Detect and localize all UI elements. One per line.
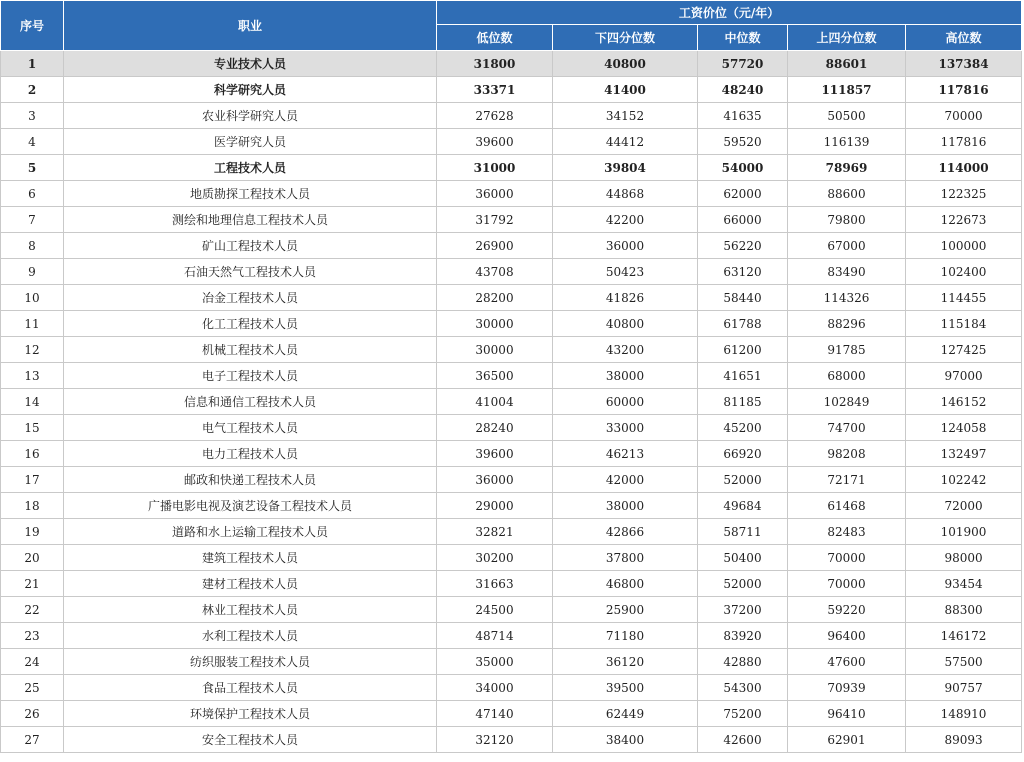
occupation-name: 工程技术人员 [64,155,437,181]
low-value: 24500 [437,597,553,623]
row-index: 1 [1,51,64,77]
low-value: 32120 [437,727,553,753]
table-row [1,77,1022,103]
table-row [1,571,1022,597]
lower-quartile-value: 44412 [553,129,698,155]
lower-quartile-value: 41826 [553,285,698,311]
lower-quartile-value: 34152 [553,103,698,129]
high-value: 102242 [906,467,1022,493]
upper-quartile-value: 47600 [788,649,906,675]
high-value: 98000 [906,545,1022,571]
table-row [1,207,1022,233]
median-value: 41635 [698,103,788,129]
upper-quartile-value: 79800 [788,207,906,233]
high-value: 114455 [906,285,1022,311]
row-index: 24 [1,649,64,675]
lower-quartile-value: 37800 [553,545,698,571]
table-row [1,181,1022,207]
occupation-name: 医学研究人员 [64,129,437,155]
lower-quartile-value: 41400 [553,77,698,103]
lower-quartile-value: 39500 [553,675,698,701]
upper-quartile-value: 50500 [788,103,906,129]
table-row [1,545,1022,571]
upper-quartile-value: 70000 [788,545,906,571]
lower-quartile-value: 40800 [553,311,698,337]
row-index: 25 [1,675,64,701]
row-index: 16 [1,441,64,467]
row-index: 26 [1,701,64,727]
upper-quartile-value: 74700 [788,415,906,441]
occupation-name: 水利工程技术人员 [64,623,437,649]
low-value: 29000 [437,493,553,519]
occupation-name: 邮政和快递工程技术人员 [64,467,437,493]
occupation-name: 化工工程技术人员 [64,311,437,337]
table-row [1,129,1022,155]
low-value: 34000 [437,675,553,701]
upper-quartile-value: 102849 [788,389,906,415]
row-index: 6 [1,181,64,207]
upper-quartile-value: 111857 [788,77,906,103]
high-value: 122673 [906,207,1022,233]
low-value: 41004 [437,389,553,415]
lower-quartile-value: 44868 [553,181,698,207]
high-value: 72000 [906,493,1022,519]
low-value: 31792 [437,207,553,233]
median-value: 83920 [698,623,788,649]
header-lower-quartile: 下四分位数 [553,25,698,51]
low-value: 27628 [437,103,553,129]
lower-quartile-value: 38000 [553,493,698,519]
median-value: 42880 [698,649,788,675]
occupation-name: 测绘和地理信息工程技术人员 [64,207,437,233]
low-value: 35000 [437,649,553,675]
upper-quartile-value: 88601 [788,51,906,77]
lower-quartile-value: 46213 [553,441,698,467]
upper-quartile-value: 70000 [788,571,906,597]
upper-quartile-value: 88600 [788,181,906,207]
table-row [1,597,1022,623]
low-value: 39600 [437,129,553,155]
row-index: 21 [1,571,64,597]
row-index: 18 [1,493,64,519]
low-value: 48714 [437,623,553,649]
lower-quartile-value: 62449 [553,701,698,727]
low-value: 30200 [437,545,553,571]
row-index: 10 [1,285,64,311]
lower-quartile-value: 36120 [553,649,698,675]
median-value: 75200 [698,701,788,727]
row-index: 9 [1,259,64,285]
high-value: 88300 [906,597,1022,623]
lower-quartile-value: 50423 [553,259,698,285]
occupation-name: 矿山工程技术人员 [64,233,437,259]
occupation-name: 石油天然气工程技术人员 [64,259,437,285]
high-value: 148910 [906,701,1022,727]
low-value: 36000 [437,467,553,493]
high-value: 127425 [906,337,1022,363]
low-value: 31000 [437,155,553,181]
upper-quartile-value: 72171 [788,467,906,493]
lower-quartile-value: 38000 [553,363,698,389]
low-value: 30000 [437,311,553,337]
low-value: 39600 [437,441,553,467]
table-row [1,259,1022,285]
median-value: 59520 [698,129,788,155]
table-row [1,51,1022,77]
header-high: 高位数 [906,25,1022,51]
table-row [1,623,1022,649]
median-value: 81185 [698,389,788,415]
high-value: 114000 [906,155,1022,181]
lower-quartile-value: 38400 [553,727,698,753]
row-index: 11 [1,311,64,337]
upper-quartile-value: 61468 [788,493,906,519]
lower-quartile-value: 25900 [553,597,698,623]
row-index: 4 [1,129,64,155]
median-value: 58440 [698,285,788,311]
high-value: 117816 [906,77,1022,103]
low-value: 28240 [437,415,553,441]
median-value: 56220 [698,233,788,259]
occupation-name: 环境保护工程技术人员 [64,701,437,727]
row-index: 3 [1,103,64,129]
upper-quartile-value: 88296 [788,311,906,337]
median-value: 52000 [698,467,788,493]
row-index: 13 [1,363,64,389]
high-value: 90757 [906,675,1022,701]
upper-quartile-value: 67000 [788,233,906,259]
occupation-name: 地质勘探工程技术人员 [64,181,437,207]
occupation-name: 食品工程技术人员 [64,675,437,701]
lower-quartile-value: 36000 [553,233,698,259]
table-body [1,51,1022,753]
low-value: 36000 [437,181,553,207]
upper-quartile-value: 114326 [788,285,906,311]
low-value: 33371 [437,77,553,103]
median-value: 45200 [698,415,788,441]
median-value: 52000 [698,571,788,597]
median-value: 57720 [698,51,788,77]
high-value: 70000 [906,103,1022,129]
occupation-name: 电力工程技术人员 [64,441,437,467]
lower-quartile-value: 42866 [553,519,698,545]
low-value: 31800 [437,51,553,77]
occupation-name: 建材工程技术人员 [64,571,437,597]
row-index: 12 [1,337,64,363]
upper-quartile-value: 68000 [788,363,906,389]
lower-quartile-value: 42000 [553,467,698,493]
upper-quartile-value: 83490 [788,259,906,285]
high-value: 117816 [906,129,1022,155]
high-value: 146172 [906,623,1022,649]
table-row [1,727,1022,753]
occupation-name: 农业科学研究人员 [64,103,437,129]
median-value: 58711 [698,519,788,545]
header-median: 中位数 [698,25,788,51]
table-row [1,389,1022,415]
table-row [1,493,1022,519]
row-index: 15 [1,415,64,441]
occupation-name: 安全工程技术人员 [64,727,437,753]
occupation-name: 广播电影电视及演艺设备工程技术人员 [64,493,437,519]
row-index: 22 [1,597,64,623]
upper-quartile-value: 91785 [788,337,906,363]
occupation-name: 冶金工程技术人员 [64,285,437,311]
occupation-name: 机械工程技术人员 [64,337,437,363]
median-value: 62000 [698,181,788,207]
low-value: 32821 [437,519,553,545]
upper-quartile-value: 59220 [788,597,906,623]
header-upper-quartile: 上四分位数 [788,25,906,51]
median-value: 54300 [698,675,788,701]
occupation-name: 电子工程技术人员 [64,363,437,389]
high-value: 122325 [906,181,1022,207]
table-row [1,337,1022,363]
high-value: 137384 [906,51,1022,77]
high-value: 102400 [906,259,1022,285]
high-value: 132497 [906,441,1022,467]
upper-quartile-value: 98208 [788,441,906,467]
table-row [1,701,1022,727]
table-header [1,1,1022,51]
occupation-name: 信息和通信工程技术人员 [64,389,437,415]
occupation-name: 电气工程技术人员 [64,415,437,441]
low-value: 30000 [437,337,553,363]
lower-quartile-value: 39804 [553,155,698,181]
median-value: 48240 [698,77,788,103]
table-row [1,311,1022,337]
lower-quartile-value: 43200 [553,337,698,363]
high-value: 89093 [906,727,1022,753]
upper-quartile-value: 82483 [788,519,906,545]
table-row [1,233,1022,259]
median-value: 66000 [698,207,788,233]
header-index: 序号 [1,1,64,51]
median-value: 61788 [698,311,788,337]
table-row [1,519,1022,545]
row-index: 5 [1,155,64,181]
upper-quartile-value: 62901 [788,727,906,753]
high-value: 97000 [906,363,1022,389]
occupation-name: 道路和水上运输工程技术人员 [64,519,437,545]
median-value: 54000 [698,155,788,181]
median-value: 37200 [698,597,788,623]
median-value: 50400 [698,545,788,571]
header-occupation: 职业 [64,1,437,51]
row-index: 27 [1,727,64,753]
median-value: 42600 [698,727,788,753]
high-value: 115184 [906,311,1022,337]
high-value: 146152 [906,389,1022,415]
high-value: 124058 [906,415,1022,441]
header-salary-group: 工资价位（元/年） [437,1,1022,25]
lower-quartile-value: 46800 [553,571,698,597]
table-row [1,285,1022,311]
table-row [1,103,1022,129]
high-value: 93454 [906,571,1022,597]
row-index: 7 [1,207,64,233]
upper-quartile-value: 96400 [788,623,906,649]
occupation-name: 林业工程技术人员 [64,597,437,623]
lower-quartile-value: 71180 [553,623,698,649]
low-value: 47140 [437,701,553,727]
row-index: 14 [1,389,64,415]
row-index: 19 [1,519,64,545]
row-index: 2 [1,77,64,103]
median-value: 61200 [698,337,788,363]
high-value: 101900 [906,519,1022,545]
occupation-name: 纺织服装工程技术人员 [64,649,437,675]
table-row [1,441,1022,467]
high-value: 100000 [906,233,1022,259]
low-value: 31663 [437,571,553,597]
row-index: 8 [1,233,64,259]
occupation-name: 建筑工程技术人员 [64,545,437,571]
upper-quartile-value: 96410 [788,701,906,727]
table-row [1,363,1022,389]
median-value: 66920 [698,441,788,467]
table-row [1,467,1022,493]
occupation-name: 专业技术人员 [64,51,437,77]
lower-quartile-value: 40800 [553,51,698,77]
low-value: 26900 [437,233,553,259]
occupation-name: 科学研究人员 [64,77,437,103]
median-value: 49684 [698,493,788,519]
median-value: 41651 [698,363,788,389]
upper-quartile-value: 78969 [788,155,906,181]
median-value: 63120 [698,259,788,285]
high-value: 57500 [906,649,1022,675]
table-row [1,155,1022,181]
low-value: 36500 [437,363,553,389]
header-low: 低位数 [437,25,553,51]
low-value: 28200 [437,285,553,311]
table-row [1,675,1022,701]
upper-quartile-value: 70939 [788,675,906,701]
table-row [1,649,1022,675]
lower-quartile-value: 60000 [553,389,698,415]
lower-quartile-value: 33000 [553,415,698,441]
row-index: 20 [1,545,64,571]
table-row [1,415,1022,441]
lower-quartile-value: 42200 [553,207,698,233]
upper-quartile-value: 116139 [788,129,906,155]
low-value: 43708 [437,259,553,285]
row-index: 23 [1,623,64,649]
row-index: 17 [1,467,64,493]
